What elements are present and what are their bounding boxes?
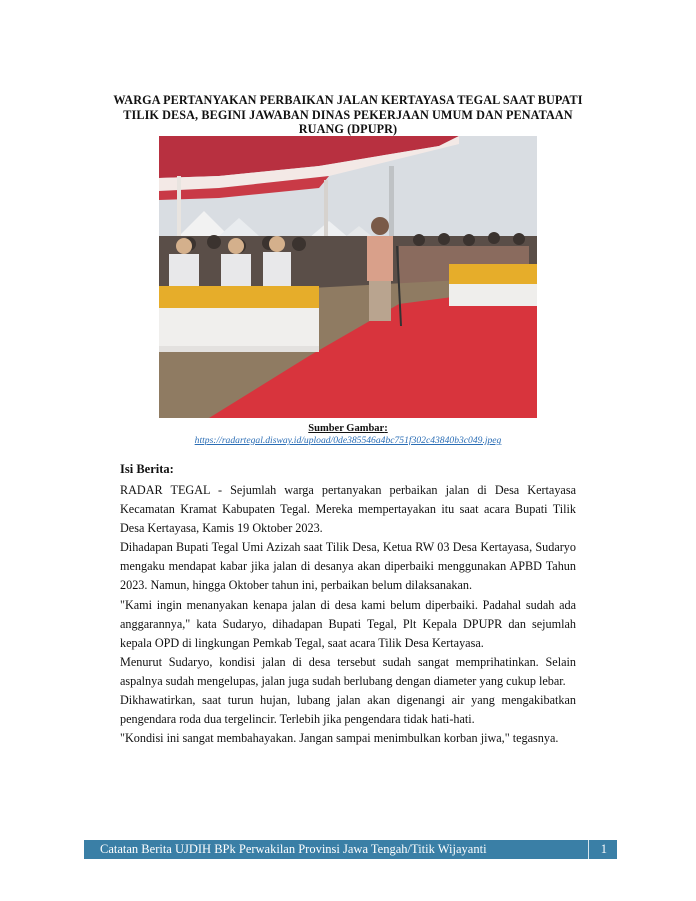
paragraph: RADAR TEGAL - Sejumlah warga pertanyakan perbaikan jalan di Desa Kertayasa Kecamatan Kramat Kabupaten Tegal. Mereka mempertayakan itu saat acara Bupati Tilik Desa Kertayasa, Kamis 19 Oktober 2023. <box>120 483 576 536</box>
paragraph: "Kondisi ini sangat membahayakan. Jangan sampai menimbulkan korban jiwa," tegasnya. <box>120 731 559 746</box>
footer-divider <box>588 840 589 859</box>
news-photo <box>159 136 537 418</box>
paragraph: Menurut Sudaryo, kondisi jalan di desa tersebut sudah sangat memprihatinkan. Selain aspalnya sudah mengelupas, jalan juga sudah berlubang dengan diameter yang cukup lebar. <box>120 654 576 688</box>
paragraph: "Kami ingin menanyakan kenapa jalan di desa kami belum diperbaiki. Padahal sudah ada anggarannya," kata Sudaryo, dihadapan Bupati Tegal, Plt Kepala DPUPR dan sejumlah kepala OPD di lingkungan Pemkab Tegal, saat acara Tilik Desa Kertayasa. <box>120 597 576 650</box>
footer-text: Catatan Berita UJDIH BPk Perwakilan Provinsi Jawa Tengah/Titik Wijayanti <box>100 842 487 856</box>
article-body <box>120 481 576 748</box>
document-title: WARGA PERTANYAKAN PERBAIKAN JALAN KERTAYASA TEGAL SAAT BUPATI TILIK DESA, BEGINI JAWABAN DINAS PEKERJAAN UMUM DAN PENATAAN RUANG (DPUPR) <box>113 93 583 137</box>
paragraph: Dihadapan Bupati Tegal Umi Azizah saat Tilik Desa, Ketua RW 03 Desa Kertayasa, Sudaryo mengaku mendapat kabar jika jalan di desanya akan diperbaiki menggunakan APBD Tahun 2023. Namun, hingga Oktober tahun ini, perbaikan belum dilaksanakan. <box>120 540 576 593</box>
section-title: Isi Berita: <box>120 462 174 476</box>
page-number: 1 <box>600 842 607 856</box>
paragraph: Dikhawatirkan, saat turun hujan, lubang jalan akan digenangi air yang mengakibatkan pengendara roda dua tergelincir. Terlebih jika pengendara tidak hati-hati. <box>120 693 576 727</box>
image-caption <box>110 423 586 447</box>
page-footer <box>84 840 617 859</box>
image-source-link[interactable]: https://radartegal.disway.id/upload/0de385546a4bc751f302c43840b3c049.jpeg <box>194 435 502 446</box>
caption-label: Sumber Gambar: <box>308 423 388 434</box>
